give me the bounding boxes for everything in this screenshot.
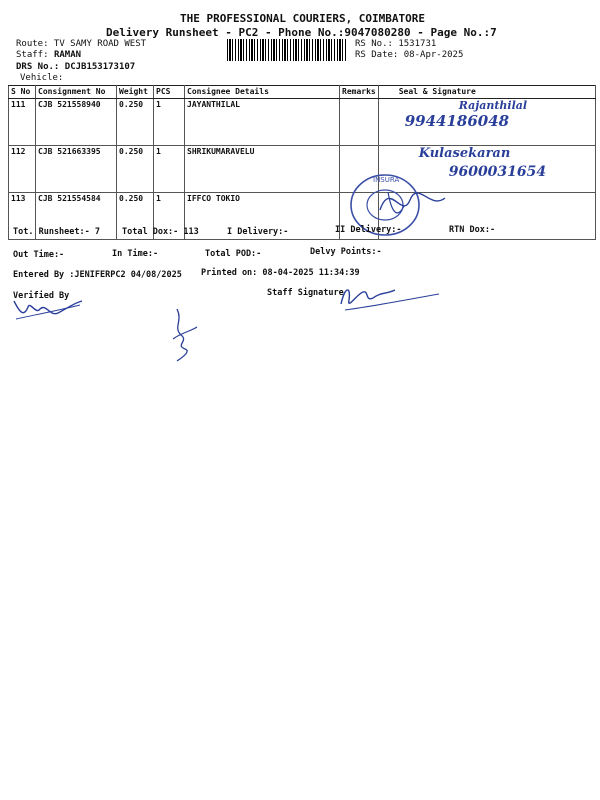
verifier-signature [10, 295, 90, 325]
rs-number: RS No.: 1531731 [355, 39, 437, 49]
total-pod: Total POD:- [205, 249, 262, 259]
col-consignee: Consignee Details [185, 86, 340, 99]
tot-runsheet: Tot. Runsheet:- 7 [13, 227, 100, 237]
barcode [227, 39, 347, 61]
cell-pcs: 1 [154, 146, 185, 193]
col-seal-signature: Seal & Signature [378, 86, 595, 99]
cell-consignee: JAYANTHILAL [185, 99, 340, 146]
handwritten-name: Kulasekaran [418, 146, 511, 161]
col-pcs: PCS [154, 86, 185, 99]
out-time: Out Time:- [13, 250, 65, 260]
cell-consignee: SHRIKUMARAVELU [185, 146, 340, 193]
drs-label: DRS No.: [16, 62, 65, 72]
cell-weight: 0.250 [117, 99, 154, 146]
col-remarks: Remarks [340, 86, 379, 99]
route: Route: TV SAMY ROAD WEST [16, 39, 147, 49]
rtn-dox: RTN Dox:- [449, 225, 496, 235]
col-sno: S No [9, 86, 36, 99]
cell-consignment: CJB 521554584 [36, 193, 117, 240]
staff-value: RAMAN [53, 50, 82, 60]
delvy-points: Delvy Points:- [310, 247, 382, 257]
printed-on: Printed on: 08-04-2025 11:34:39 [201, 268, 360, 278]
staff-signature [335, 280, 445, 315]
runsheet-table [8, 85, 596, 240]
handwritten-phone: 9600031654 [448, 164, 547, 180]
cell-signature [378, 99, 595, 146]
table-row [9, 146, 596, 193]
cell-consignee: IFFCO TOKIO [185, 193, 340, 240]
cell-remarks [340, 99, 379, 146]
cell-weight: 0.250 [117, 146, 154, 193]
cell-pcs: 1 [154, 193, 185, 240]
cell-consignment: CJB 521558940 [36, 99, 117, 146]
verified-by: Verified By [13, 291, 70, 301]
in-time: In Time:- [112, 249, 159, 259]
runsheet-subtitle: Delivery Runsheet - PC2 - Phone No.:9047080280 - Page No.:7 [106, 26, 497, 39]
vehicle: Vehicle: [20, 73, 64, 83]
drs-value: DCJB153173107 [64, 62, 136, 72]
col-consignment: Consignment No [36, 86, 117, 99]
drs-number [16, 62, 135, 72]
staff-signature-label: Staff Signature [267, 288, 344, 298]
entered-by: Entered By :JENIFERPC2 04/08/2025 [13, 270, 182, 280]
staff [16, 50, 81, 60]
total-dox: Total Dox:- 113 [122, 227, 199, 237]
table-row [9, 99, 596, 146]
staff-label: Staff: [16, 50, 54, 60]
handwritten-name: Rajanthilal [458, 99, 528, 112]
cell-weight: 0.250 [117, 193, 154, 240]
table-header-row [9, 86, 596, 99]
cell-pcs: 1 [154, 99, 185, 146]
stamp-text: INSURA [373, 176, 400, 184]
handwritten-mark [165, 305, 205, 365]
col-weight: Weight [117, 86, 154, 99]
company-title: THE PROFESSIONAL COURIERS, COIMBATORE [180, 12, 426, 25]
ii-delivery: II Delivery:- [335, 225, 402, 235]
handwritten-phone: 9944186048 [404, 112, 510, 130]
cell-sno: 112 [9, 146, 36, 193]
cell-consignment: CJB 521663395 [36, 146, 117, 193]
i-delivery: I Delivery:- [227, 227, 289, 237]
cell-sno: 113 [9, 193, 36, 240]
cell-sno: 111 [9, 99, 36, 146]
rs-date: RS Date: 08-Apr-2025 [355, 50, 464, 60]
